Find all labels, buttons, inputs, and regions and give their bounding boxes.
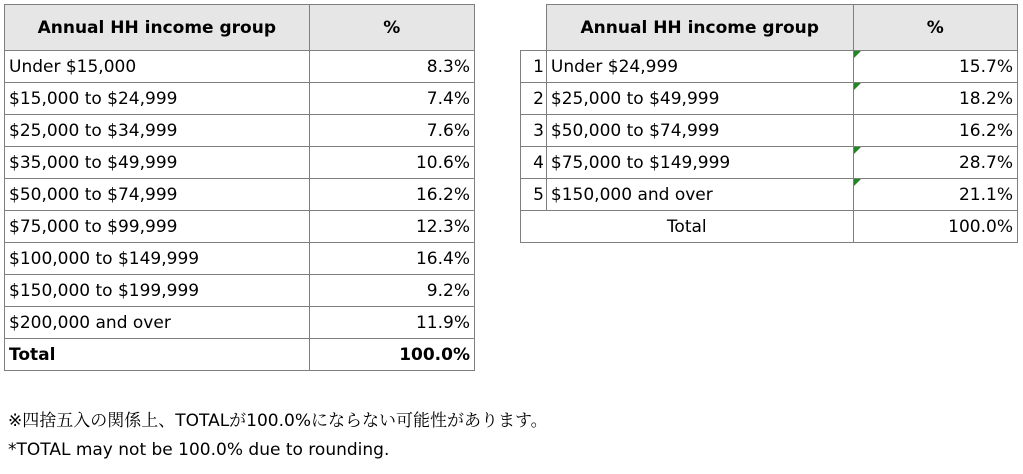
table-row bbox=[521, 147, 1018, 179]
income-label: $50,000 to $74,999 bbox=[5, 179, 310, 211]
table-row bbox=[521, 179, 1018, 211]
income-percent: 16.2% bbox=[958, 120, 1013, 141]
income-percent: 9.2% bbox=[309, 275, 474, 307]
row-index: 4 bbox=[521, 147, 547, 179]
income-label: $25,000 to $49,999 bbox=[546, 83, 853, 115]
total-percent: 100.0% bbox=[853, 211, 1017, 243]
income-label: $50,000 to $74,999 bbox=[546, 115, 853, 147]
income-label: $15,000 to $24,999 bbox=[5, 83, 310, 115]
income-percent-cell bbox=[853, 51, 1017, 83]
table-header-row bbox=[5, 5, 475, 51]
income-percent: 15.7% bbox=[958, 56, 1013, 77]
cell-comment-marker-icon bbox=[854, 83, 861, 90]
income-label: $35,000 to $49,999 bbox=[5, 147, 310, 179]
table-row bbox=[5, 179, 475, 211]
table-row bbox=[5, 211, 475, 243]
income-percent: 8.3% bbox=[309, 51, 474, 83]
income-label: $200,000 and over bbox=[5, 307, 310, 339]
total-percent: 100.0% bbox=[309, 339, 474, 371]
header-index-blank bbox=[521, 5, 547, 51]
table-row bbox=[521, 51, 1018, 83]
table-row bbox=[5, 51, 475, 83]
income-label: Under $15,000 bbox=[5, 51, 310, 83]
table-row bbox=[521, 115, 1018, 147]
income-percent: 21.1% bbox=[958, 184, 1013, 205]
income-table-grouped bbox=[520, 4, 1018, 243]
income-percent: 28.7% bbox=[958, 152, 1013, 173]
income-label: $25,000 to $34,999 bbox=[5, 115, 310, 147]
income-percent-cell bbox=[853, 83, 1017, 115]
table-row bbox=[5, 243, 475, 275]
header-income-group: Annual HH income group bbox=[546, 5, 853, 51]
table-row bbox=[5, 147, 475, 179]
income-label: $150,000 to $199,999 bbox=[5, 275, 310, 307]
rounding-note-english: *TOTAL may not be 100.0% due to rounding. bbox=[8, 440, 390, 460]
cell-comment-marker-icon bbox=[854, 51, 861, 58]
income-percent-cell bbox=[853, 179, 1017, 211]
income-percent: 10.6% bbox=[309, 147, 474, 179]
income-label: Under $24,999 bbox=[546, 51, 853, 83]
income-label: $150,000 and over bbox=[546, 179, 853, 211]
table-row bbox=[521, 83, 1018, 115]
total-label: Total bbox=[521, 211, 854, 243]
cell-comment-marker-icon bbox=[854, 179, 861, 186]
income-table-detailed bbox=[4, 4, 475, 371]
cell-comment-marker-icon bbox=[854, 147, 861, 154]
income-percent-cell bbox=[853, 147, 1017, 179]
income-percent: 12.3% bbox=[309, 211, 474, 243]
income-percent: 11.9% bbox=[309, 307, 474, 339]
table-header-row bbox=[521, 5, 1018, 51]
income-percent: 16.4% bbox=[309, 243, 474, 275]
income-percent-cell bbox=[853, 115, 1017, 147]
total-row bbox=[5, 339, 475, 371]
income-label: $75,000 to $99,999 bbox=[5, 211, 310, 243]
income-percent: 7.4% bbox=[309, 83, 474, 115]
row-index: 1 bbox=[521, 51, 547, 83]
income-percent: 16.2% bbox=[309, 179, 474, 211]
table-row bbox=[5, 307, 475, 339]
rounding-note-japanese: ※四捨五入の関係上、TOTALが100.0%にならない可能性があります。 bbox=[8, 411, 548, 431]
header-percent: % bbox=[853, 5, 1017, 51]
table-row bbox=[5, 83, 475, 115]
table-row bbox=[5, 275, 475, 307]
header-income-group: Annual HH income group bbox=[5, 5, 310, 51]
total-row bbox=[521, 211, 1018, 243]
total-label: Total bbox=[5, 339, 310, 371]
row-index: 5 bbox=[521, 179, 547, 211]
row-index: 2 bbox=[521, 83, 547, 115]
income-label: $100,000 to $149,999 bbox=[5, 243, 310, 275]
table-row bbox=[5, 115, 475, 147]
header-percent: % bbox=[309, 5, 474, 51]
income-label: $75,000 to $149,999 bbox=[546, 147, 853, 179]
income-percent: 7.6% bbox=[309, 115, 474, 147]
income-percent: 18.2% bbox=[958, 88, 1013, 109]
row-index: 3 bbox=[521, 115, 547, 147]
